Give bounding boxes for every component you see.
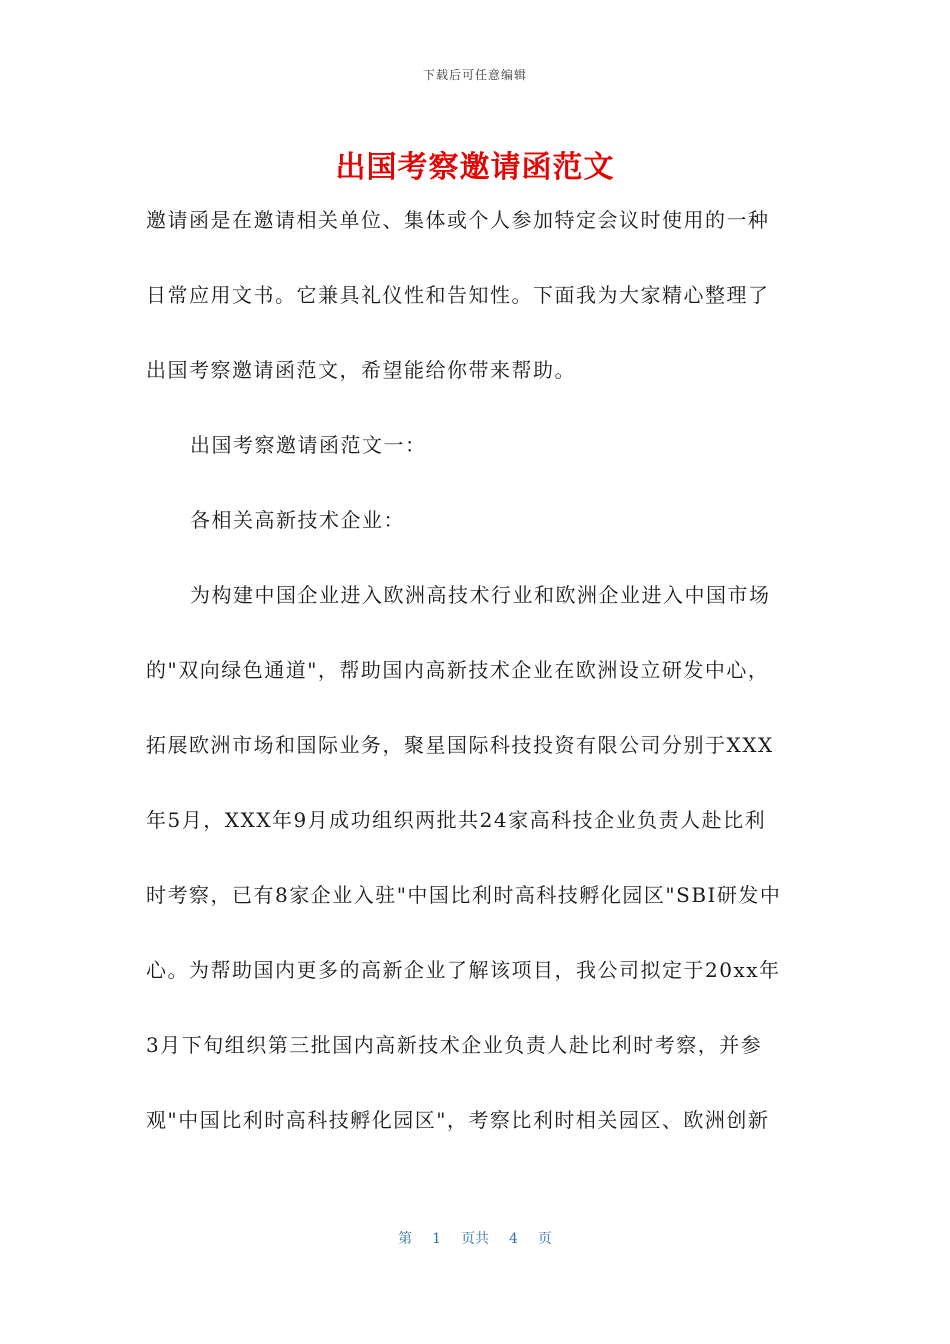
body-line: 拓展欧洲市场和国际业务，聚星国际科技投资有限公司分别于XXX <box>146 733 774 757</box>
body-line: 心。为帮助国内更多的高新企业了解该项目，我公司拟定于20xx年 <box>146 958 781 982</box>
body-line: 时考察，已有8家企业入驻"中国比利时高科技孵化园区"SBI研发中 <box>146 883 782 907</box>
page-header-note: 下载后可任意编辑 <box>422 68 527 82</box>
body-line: 出国考察邀请函范文，希望能给你带来帮助。 <box>146 358 576 382</box>
body-line: 为构建中国企业进入欧洲高技术行业和欧洲企业进入中国市场 <box>190 583 771 607</box>
page-footer <box>0 1228 950 1248</box>
footer-prefix: 第 <box>398 1231 413 1247</box>
body-line: 年5月，XXX年9月成功组织两批共24家高科技企业负责人赴比利 <box>146 808 767 832</box>
body-line: 3月下旬组织第三批国内高新技术企业负责人赴比利时考察，并参 <box>146 1033 763 1057</box>
body-line: 的"双向绿色通道"，帮助国内高新技术企业在欧洲设立研发中心， <box>146 658 770 682</box>
body-line: 观"中国比利时高科技孵化园区"，考察比利时相关园区、欧洲创新 <box>146 1108 770 1132</box>
salutation: 各相关高新技术企业： <box>190 508 405 532</box>
body-line: 日常应用文书。它兼具礼仪性和告知性。下面我为大家精心整理了 <box>146 283 770 307</box>
document-body <box>146 196 806 1171</box>
document-title: 出国考察邀请函范文 <box>335 150 615 185</box>
footer-page-number: 1 <box>432 1231 441 1247</box>
section-heading: 出国考察邀请函范文一： <box>190 433 427 457</box>
body-line: 邀请函是在邀请相关单位、集体或个人参加特定会议时使用的一种 <box>146 208 770 232</box>
footer-total-pages: 4 <box>509 1231 518 1247</box>
footer-middle: 页共 <box>461 1231 489 1247</box>
footer-suffix: 页 <box>537 1231 552 1247</box>
